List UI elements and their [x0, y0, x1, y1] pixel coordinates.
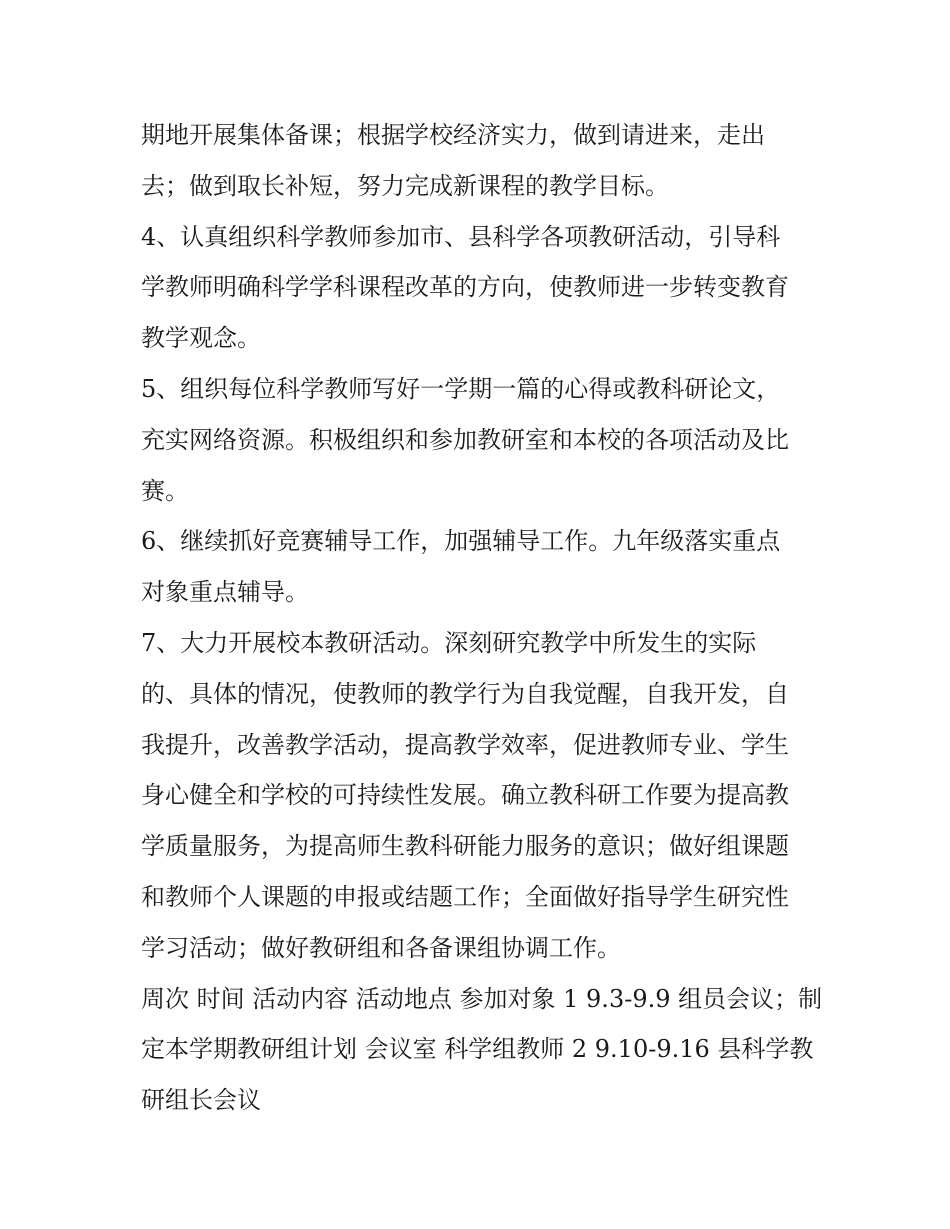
text-line: 学教师明确科学学科课程改革的方向，使教师进一步转变教育: [141, 273, 789, 302]
text-line: 研组长会议: [141, 1086, 261, 1115]
text-line: 定本学期教研组计划 会议室 科学组教师 2 9.10-9.16 县科学教: [141, 1035, 814, 1064]
text-line: 和教师个人课题的申报或结题工作；全面做好指导学生研究性: [141, 882, 789, 911]
text-line: 的、具体的情况，使教师的教学行为自我觉醒，自我开发，自: [141, 679, 789, 708]
text-line: 周次 时间 活动内容 活动地点 参加对象 1 9.3-9.9 组员会议；制: [141, 984, 823, 1013]
text-line: 期地开展集体备课；根据学校经济实力，做到请进来，走出: [141, 121, 765, 149]
text-line: 充实网络资源。积极组织和参加教研室和本校的各项活动及比: [141, 425, 789, 454]
text-line: 对象重点辅导。: [141, 578, 309, 607]
text-line: 学习活动；做好教研组和各备课组协调工作。: [141, 933, 621, 962]
text-line: 5、组织每位科学教师写好一学期一篇的心得或教科研论文，: [141, 374, 781, 403]
document-body: [141, 110, 821, 1126]
text-line: 身心健全和学校的可持续性发展。确立教科研工作要为提高教: [141, 781, 789, 810]
text-line: 6、继续抓好竞赛辅导工作，加强辅导工作。九年级落实重点: [141, 527, 781, 556]
text-line: 4、认真组织科学教师参加市、县科学各项教研活动，引导科: [141, 222, 781, 251]
text-line: 教学观念。: [141, 324, 261, 353]
text-line: 去；做到取长补短，努力完成新课程的教学目标。: [141, 171, 669, 200]
text-line: 学质量服务，为提高师生教科研能力服务的意识；做好组课题: [141, 832, 789, 861]
text-line: 我提升，改善教学活动，提高教学效率，促进教师专业、学生: [141, 730, 789, 759]
text-line: 赛。: [141, 476, 189, 505]
text-line: 7、大力开展校本教研活动。深刻研究教学中所发生的实际: [141, 628, 757, 657]
